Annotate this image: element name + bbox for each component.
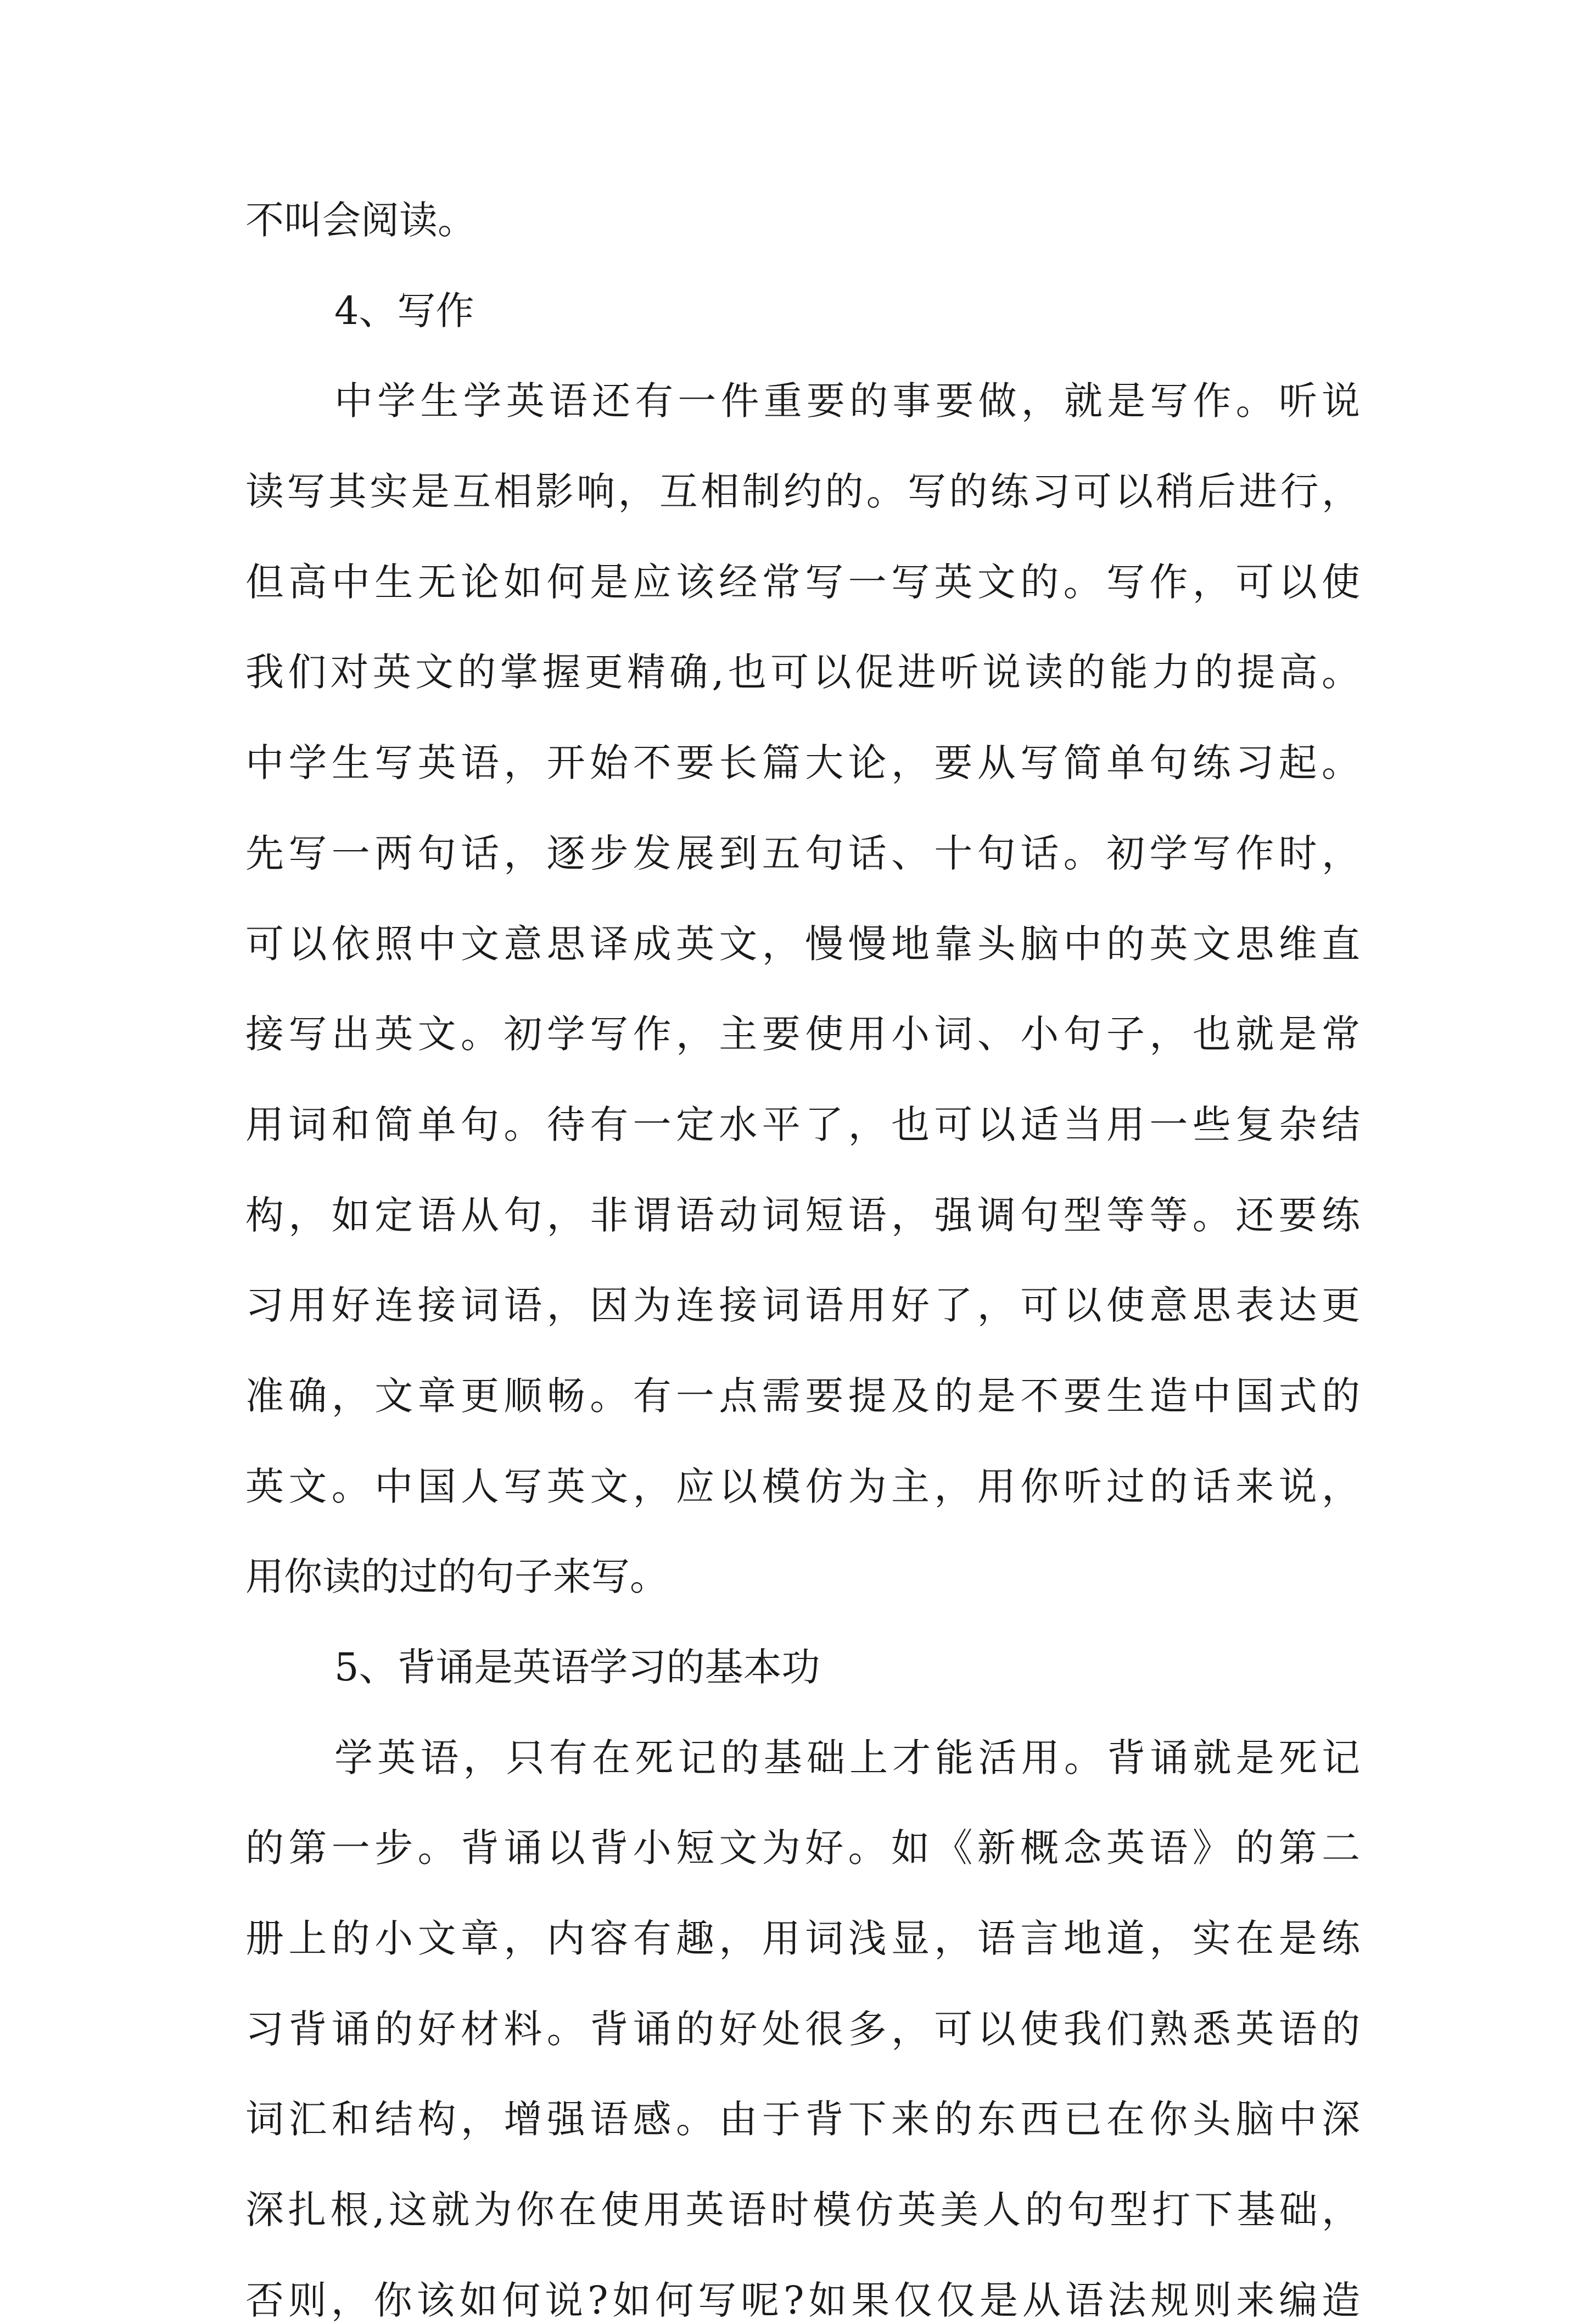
text-line: 准确，文章更顺畅。有一点需要提及的是不要生造中国式的	[245, 1373, 1360, 1418]
text-line: 习用好连接词语，因为连接词语用好了，可以使意思表达更	[245, 1283, 1360, 1328]
text-line: 习背诵的好材料。背诵的好处很多，可以使我们熟悉英语的	[245, 2006, 1360, 2052]
document-body	[245, 197, 1360, 2324]
text-line: 先写一两句话，逐步发展到五句话、十句话。初学写作时，	[245, 830, 1360, 876]
text-line: 深扎根,这就为你在使用英语时模仿英美人的句型打下基础，	[245, 2187, 1360, 2233]
text-line: 中学生写英语，开始不要长篇大论，要从写简单句练习起。	[245, 740, 1360, 786]
section-heading: 5、背诵是英语学习的基本功	[334, 1645, 820, 1690]
paragraph-first-line: 学英语，只有在死记的基础上才能活用。背诵就是死记	[334, 1735, 1360, 1780]
text-line: 接写出英文。初学写作，主要使用小词、小句子，也就是常	[245, 1012, 1360, 1057]
text-line: 构，如定语从句，非谓语动词短语，强调句型等等。还要练	[245, 1192, 1360, 1238]
text-line: 的第一步。背诵以背小短文为好。如《新概念英语》的第二	[245, 1825, 1360, 1871]
text-line: 不叫会阅读。	[245, 198, 476, 243]
text-line: 英文。中国人写英文，应以模仿为主，用你听过的话来说，	[245, 1463, 1360, 1509]
text-line: 读写其实是互相影响，互相制约的。写的练习可以稍后进行，	[245, 469, 1360, 515]
text-line: 词汇和结构，增强语感。由于背下来的东西已在你头脑中深	[245, 2097, 1360, 2142]
text-line: 用词和简单句。待有一定水平了，也可以适当用一些复杂结	[245, 1102, 1360, 1147]
text-line: 可以依照中文意思译成英文，慢慢地靠头脑中的英文思维直	[245, 921, 1360, 967]
section-heading: 4、写作	[334, 288, 474, 333]
text-line: 但高中生无论如何是应该经常写一写英文的。写作，可以使	[245, 559, 1360, 605]
text-line: 册上的小文章，内容有趣，用词浅显，语言地道，实在是练	[245, 1916, 1360, 1962]
paragraph-last-line: 用你读的过的句子来写。	[245, 1554, 668, 1600]
text-line: 我们对英文的掌握更精确,也可以促进听说读的能力的提高。	[245, 650, 1360, 695]
text-line: 否则，你该如何说?如何写呢?如果仅仅是从语法规则来编造	[245, 2277, 1360, 2323]
paragraph-first-line: 中学生学英语还有一件重要的事要做，就是写作。听说	[334, 378, 1360, 424]
